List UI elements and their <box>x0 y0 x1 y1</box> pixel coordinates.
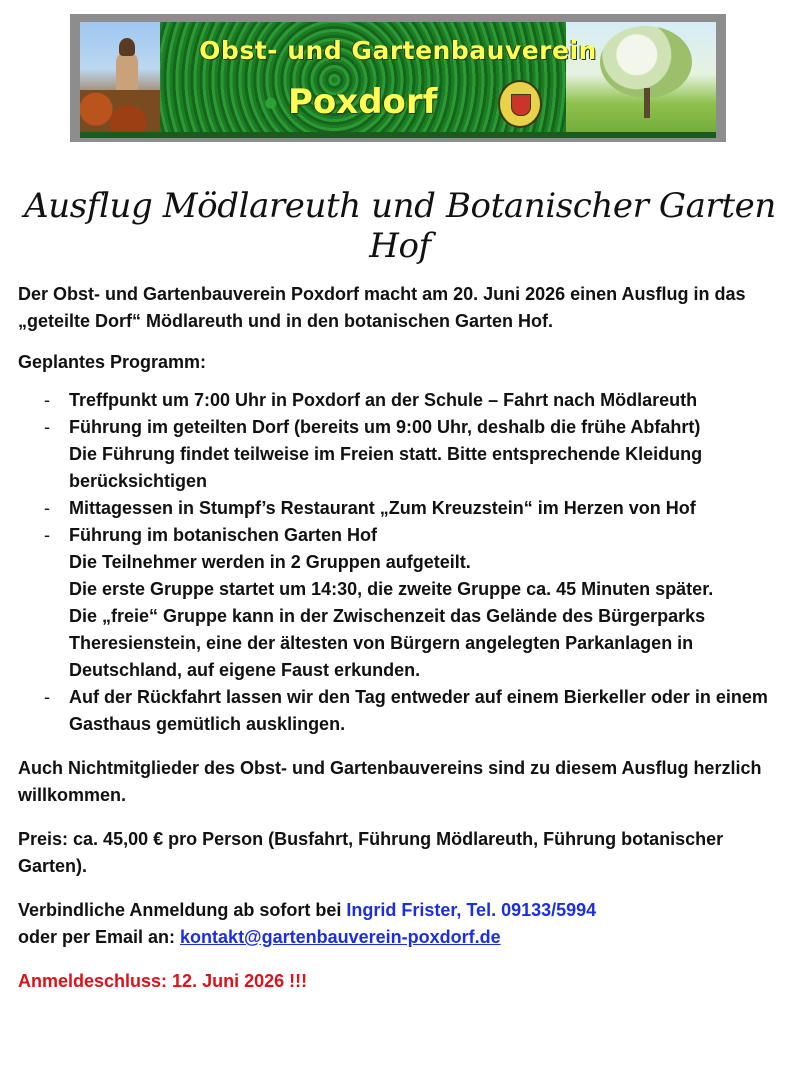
tree-trunk <box>644 88 650 118</box>
list-dash: - <box>44 390 50 410</box>
program-line: Auf der Rückfahrt lassen wir den Tag entweder auf einem Bierkeller oder in einem Gasthaus gemütlich ausklingen. <box>69 687 768 734</box>
club-emblem-icon <box>498 80 542 128</box>
email-prefix: oder per Email an: <box>18 927 181 947</box>
list-item <box>18 387 788 414</box>
list-item <box>18 684 788 738</box>
announcement-body <box>18 281 788 995</box>
list-dash: - <box>44 687 50 707</box>
list-item <box>18 414 788 495</box>
email-link[interactable]: kontakt@gartenbauverein-poxdorf.de <box>180 927 501 947</box>
program-line: Die „freie“ Gruppe kann in der Zwischenzeit das Gelände des Bürgerparks Theresienstein, eine der ältesten von Bürgern angelegten Parkanlagen in Deutschland, auf eigene Faust erkunden. <box>69 606 706 680</box>
banner-club-name: Obst- und Gartenbauverein <box>199 36 597 65</box>
program-line: Treffpunkt um 7:00 Uhr in Poxdorf an der Schule – Fahrt nach Mödlareuth <box>69 390 698 410</box>
banner-town-name: Poxdorf <box>288 82 438 122</box>
list-dash: - <box>44 498 50 518</box>
guests-paragraph: Auch Nichtmitglieder des Obst- und Gartenbauvereins sind zu diesem Ausflug herzlich willkommen. <box>18 758 762 805</box>
header-banner <box>70 14 726 142</box>
banner-bottom-strip <box>80 132 716 138</box>
list-dash: - <box>44 417 50 437</box>
list-dash: - <box>44 525 50 545</box>
registration-prefix: Verbindliche Anmeldung ab sofort bei <box>18 900 347 920</box>
program-line: Mittagessen in Stumpf’s Restaurant „Zum Kreuzstein“ im Herzen von Hof <box>69 498 696 518</box>
registration-paragraph <box>18 897 788 951</box>
list-item <box>18 522 788 684</box>
program-line: Führung im botanischen Garten Hof <box>69 525 378 545</box>
program-line: Die Teilnehmer werden in 2 Gruppen aufgeteilt. <box>69 552 471 572</box>
banner-image <box>80 22 716 138</box>
program-heading: Geplantes Programm: <box>18 352 207 372</box>
program-line: Die Führung findet teilweise im Freien statt. Bitte entsprechende Kleidung berücksichtigen <box>69 444 703 491</box>
price-paragraph: Preis: ca. 45,00 € pro Person (Busfahrt, Führung Mödlareuth, Führung botanischer Garten). <box>18 829 724 876</box>
intro-paragraph: Der Obst- und Gartenbauverein Poxdorf macht am 20. Juni 2026 einen Ausflug in das „geteilte Dorf“ Mödlareuth und in den botanischen Garten Hof. <box>18 284 746 331</box>
program-list <box>18 387 788 738</box>
autumn-shrubs <box>80 90 160 138</box>
deadline-notice: Anmeldeschluss: 12. Juni 2026 !!! <box>18 971 308 991</box>
contact-info: Ingrid Frister, Tel. 09133/5994 <box>346 900 597 920</box>
program-line: Die erste Gruppe startet um 14:30, die zweite Gruppe ca. 45 Minuten später. <box>69 579 714 599</box>
program-line: Führung im geteilten Dorf (bereits um 9:00 Uhr, deshalb die frühe Abfahrt) <box>69 417 701 437</box>
page-title: Ausflug Mödlareuth und Botanischer Garten Hof <box>24 186 776 266</box>
list-item <box>18 495 788 522</box>
